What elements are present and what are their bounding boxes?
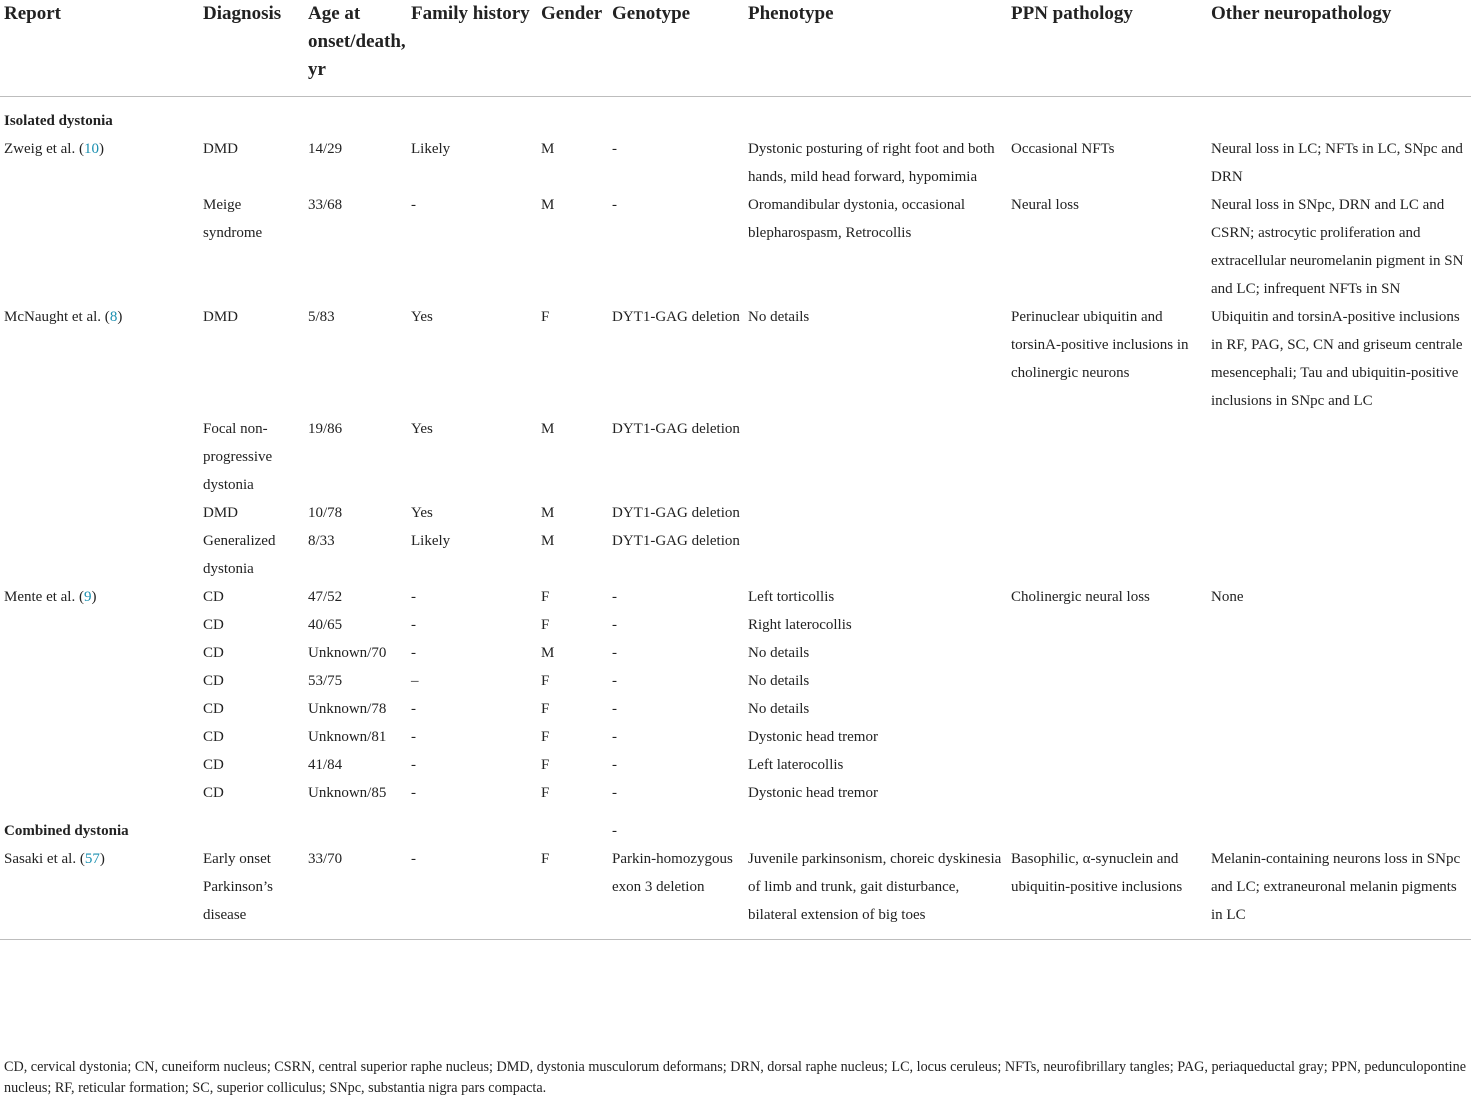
- cell-gender: M: [541, 141, 555, 157]
- cell-ppn: [1007, 723, 1207, 751]
- cell-genotype: -: [612, 757, 617, 773]
- cell-age: 33/68: [308, 197, 343, 213]
- cell-family: -: [411, 589, 416, 605]
- cell-phenotype: Left torticollis: [748, 589, 835, 605]
- cell-age: Unknown/78: [308, 701, 387, 717]
- header-diagnosis: Diagnosis: [199, 0, 304, 97]
- section-cell: [744, 97, 1007, 136]
- cell-diagnosis: CD: [203, 617, 224, 633]
- cell-diagnosis: Focal non-progressive dystonia: [203, 421, 273, 493]
- section-cell: [537, 807, 608, 845]
- cell-report: [0, 751, 199, 779]
- cell-gender: M: [541, 645, 555, 661]
- cell-report: [0, 583, 199, 611]
- section-title: Isolated dystonia: [4, 113, 113, 129]
- cell-ppn: [1007, 499, 1207, 527]
- header-phenotype: Phenotype: [744, 0, 1007, 97]
- cell-ppn: [1007, 611, 1207, 639]
- cell-ppn: [1007, 667, 1207, 695]
- section-cell: [199, 97, 304, 136]
- cell-gender: F: [541, 729, 550, 745]
- table-row: [0, 845, 1471, 940]
- reference-link[interactable]: 8: [109, 309, 118, 325]
- cell-family: -: [411, 729, 416, 745]
- cell-genotype: -: [612, 729, 617, 745]
- cell-gender: F: [541, 701, 550, 717]
- header-other-neuropathology: Other neuropathology: [1207, 0, 1471, 97]
- cell-other: [1207, 779, 1471, 807]
- report-close: ): [99, 851, 105, 867]
- table-row: [0, 723, 1471, 751]
- cell-genotype: DYT1-GAG deletion: [612, 421, 740, 437]
- table-row: [0, 639, 1471, 667]
- cell-phenotype: Dystonic head tremor: [748, 729, 878, 745]
- cell-report: [0, 667, 199, 695]
- section-cell: [407, 97, 537, 136]
- cell-age: 8/33: [308, 533, 335, 549]
- cell-diagnosis: CD: [203, 785, 224, 801]
- cell-age: 33/70: [304, 845, 407, 940]
- cell-report: [0, 611, 199, 639]
- reference-link[interactable]: 57: [84, 851, 100, 867]
- header-ppn-pathology: PPN pathology: [1007, 0, 1207, 97]
- cell-phenotype: [744, 527, 1007, 583]
- cell-diagnosis: CD: [203, 673, 224, 689]
- cell-report: [0, 779, 199, 807]
- table-footnote: CD, cervical dystonia; CN, cuneiform nucleus; CSRN, central superior raphe nucleus; DMD, dystonia musculorum deformans; DRN, dorsal raphe nucleus; LC, locus ceruleus; NFTs, neurofibrillary tangles; PAG, periaqueductal gray; PPN, pedunculopontine nucleus; RF, reticular formation; SC, superior colliculus; SNpc, substantia nigra pars compacta.: [4, 1059, 1466, 1096]
- cell-ppn: Cholinergic neural loss: [1011, 589, 1150, 605]
- section-cell: [608, 97, 744, 136]
- cell-genotype: DYT1-GAG deletion: [612, 505, 740, 521]
- cell-genotype: -: [612, 701, 617, 717]
- cell-phenotype: No details: [748, 701, 810, 717]
- table-row: [0, 499, 1471, 527]
- cell-other: None: [1211, 589, 1244, 605]
- cell-gender: F: [541, 617, 550, 633]
- cell-family: -: [411, 645, 416, 661]
- report-author: Sasaki et al. (: [4, 851, 85, 867]
- report-author: Zweig et al. (: [4, 141, 84, 157]
- cell-age: Unknown/70: [308, 645, 387, 661]
- cell-age: 40/65: [308, 617, 343, 633]
- section-cell: [744, 807, 1007, 845]
- cell-age: 47/52: [308, 589, 343, 605]
- section-cell: [304, 807, 407, 845]
- cell-ppn: [1007, 639, 1207, 667]
- cell-family: -: [411, 617, 416, 633]
- cell-diagnosis: CD: [203, 757, 224, 773]
- cell-gender: F: [541, 673, 550, 689]
- cell-report: [0, 303, 199, 415]
- reference-link[interactable]: 10: [83, 141, 99, 157]
- cell-ppn: [1007, 415, 1207, 499]
- cell-report: [0, 191, 199, 303]
- cell-phenotype: Juvenile parkinsonism, choreic dyskinesia of limb and trunk, gait disturbance, bilateral extension of big toes: [744, 845, 1007, 940]
- section-cell: [537, 97, 608, 136]
- header-age: Age at onset/death, yr: [304, 0, 407, 97]
- cell-family: Yes: [411, 505, 433, 521]
- report-close: ): [117, 309, 123, 325]
- cell-phenotype: No details: [748, 673, 810, 689]
- table-header: [0, 0, 1471, 97]
- table-row: [0, 583, 1471, 611]
- cell-other: [1207, 695, 1471, 723]
- table-row: [0, 695, 1471, 723]
- table-row: [0, 751, 1471, 779]
- cell-family: -: [411, 701, 416, 717]
- cell-age: 14/29: [308, 141, 343, 157]
- cell-diagnosis: Generalized dystonia: [203, 533, 276, 577]
- cell-other: [1207, 751, 1471, 779]
- cell-gender: M: [541, 197, 555, 213]
- table-row: [0, 303, 1471, 415]
- cell-gender: M: [541, 421, 555, 437]
- cell-other: [1207, 667, 1471, 695]
- cell-ppn: Basophilic, α-synuclein and ubiquitin-positive inclusions: [1007, 845, 1207, 940]
- cell-ppn: [1007, 779, 1207, 807]
- cell-genotype: -: [612, 673, 617, 689]
- cell-diagnosis: CD: [203, 729, 224, 745]
- cell-family: Likely: [411, 141, 451, 157]
- cell-family: -: [411, 757, 416, 773]
- cell-family: Likely: [411, 533, 451, 549]
- cell-family: Yes: [411, 309, 433, 325]
- cell-age: Unknown/85: [308, 785, 387, 801]
- section-cell: [199, 807, 304, 845]
- cell-other: [1207, 611, 1471, 639]
- cell-other: Neural loss in LC; NFTs in LC, SNpc and DRN: [1211, 141, 1463, 185]
- cell-family: -: [411, 785, 416, 801]
- cell-diagnosis: Early onset Parkinson’s disease: [199, 845, 304, 940]
- cell-report: [0, 639, 199, 667]
- cell-diagnosis: CD: [203, 645, 224, 661]
- cell-other: [1207, 639, 1471, 667]
- section-title: Combined dystonia: [4, 823, 129, 839]
- cell-other: [1207, 527, 1471, 583]
- table-row: [0, 779, 1471, 807]
- table-body: [0, 97, 1471, 940]
- cell-phenotype: Oromandibular dystonia, occasional blepharospasm, Retrocollis: [748, 197, 966, 241]
- cell-ppn: Neural loss: [1011, 197, 1079, 213]
- cell-report: [0, 695, 199, 723]
- cell-family: Yes: [411, 421, 433, 437]
- cell-diagnosis: DMD: [203, 309, 239, 325]
- cell-report: [0, 845, 199, 940]
- cell-gender: F: [541, 785, 550, 801]
- cell-report: [0, 135, 199, 191]
- cell-genotype: -: [612, 141, 617, 157]
- report-author: McNaught et al. (: [4, 309, 110, 325]
- cell-other: [1207, 723, 1471, 751]
- cell-age: 10/78: [308, 505, 343, 521]
- cell-genotype: -: [612, 197, 617, 213]
- cell-phenotype: Dystonic posturing of right foot and both hands, mild head forward, hypomimia: [748, 141, 995, 185]
- cell-gender: M: [541, 533, 555, 549]
- cell-diagnosis: Meige syndrome: [203, 197, 263, 241]
- cell-genotype: -: [612, 645, 617, 661]
- cell-other: Ubiquitin and torsinA-positive inclusions in RF, PAG, SC, CN and griseum centrale mesencephali; Tau and ubiquitin-positive inclusions in SNpc and LC: [1211, 309, 1463, 409]
- cell-report: [0, 499, 199, 527]
- section-cell: [1007, 807, 1207, 845]
- cell-ppn: Occasional NFTs: [1011, 141, 1115, 157]
- report-close: ): [98, 141, 104, 157]
- cell-gender: F: [541, 757, 550, 773]
- cell-genotype: DYT1-GAG deletion: [612, 533, 740, 549]
- section-cell: [1207, 97, 1471, 136]
- cell-age: 5/83: [308, 309, 335, 325]
- cell-phenotype: [744, 415, 1007, 499]
- cell-other: Neural loss in SNpc, DRN and LC and CSRN; astrocytic proliferation and extracellular neuromelanin pigment in SN and LC; infrequent NFTs in SN: [1211, 197, 1464, 297]
- section-row: [0, 807, 1471, 845]
- reference-link[interactable]: 9: [83, 589, 92, 605]
- cell-age: 53/75: [308, 673, 343, 689]
- cell-report: [0, 415, 199, 499]
- table-row: [0, 611, 1471, 639]
- cell-diagnosis: DMD: [203, 505, 239, 521]
- cell-other: [1207, 415, 1471, 499]
- section-genotype: -: [612, 823, 617, 839]
- table-row: [0, 527, 1471, 583]
- cell-age: Unknown/81: [308, 729, 387, 745]
- cell-family: -: [411, 197, 416, 213]
- cell-ppn: [1007, 751, 1207, 779]
- cell-gender: F: [537, 845, 608, 940]
- table-row: [0, 415, 1471, 499]
- cell-age: 41/84: [308, 757, 343, 773]
- cell-ppn: [1007, 527, 1207, 583]
- header-gender: Gender: [537, 0, 608, 97]
- cell-genotype: -: [612, 589, 617, 605]
- cell-ppn: Perinuclear ubiquitin and torsinA-positive inclusions in cholinergic neurons: [1011, 309, 1189, 381]
- header-row: [0, 0, 1471, 97]
- cell-other: [1207, 499, 1471, 527]
- section-row: [0, 97, 1471, 136]
- section-cell: [1007, 97, 1207, 136]
- cell-diagnosis: DMD: [203, 141, 239, 157]
- cell-genotype: Parkin-homozygous exon 3 deletion: [608, 845, 744, 940]
- cell-family: -: [407, 845, 537, 940]
- cell-gender: F: [541, 309, 550, 325]
- cell-ppn: [1007, 695, 1207, 723]
- header-report: Report: [0, 0, 199, 97]
- report-close: ): [91, 589, 97, 605]
- report-author: Mente et al. (: [4, 589, 84, 605]
- cell-phenotype: No details: [748, 309, 810, 325]
- cell-report: [0, 723, 199, 751]
- header-genotype: Genotype: [608, 0, 744, 97]
- cell-phenotype: Dystonic head tremor: [748, 785, 878, 801]
- cell-genotype: -: [612, 617, 617, 633]
- cell-family: –: [411, 673, 419, 689]
- cell-genotype: -: [612, 785, 617, 801]
- cell-diagnosis: CD: [203, 589, 224, 605]
- table-row: [0, 135, 1471, 191]
- cell-gender: F: [541, 589, 550, 605]
- cell-report: [0, 527, 199, 583]
- cell-phenotype: No details: [748, 645, 810, 661]
- cell-phenotype: Right laterocollis: [748, 617, 852, 633]
- table-row: [0, 667, 1471, 695]
- section-cell: [407, 807, 537, 845]
- cell-diagnosis: CD: [203, 701, 224, 717]
- section-cell: [304, 97, 407, 136]
- cell-gender: M: [541, 505, 555, 521]
- cell-genotype: DYT1-GAG deletion: [612, 309, 740, 325]
- header-family-history: Family history: [407, 0, 537, 97]
- cell-age: 19/86: [308, 421, 343, 437]
- cell-phenotype: [744, 499, 1007, 527]
- table-row: [0, 191, 1471, 303]
- section-cell: [1207, 807, 1471, 845]
- cell-phenotype: Left laterocollis: [748, 757, 844, 773]
- cell-other: Melanin-containing neurons loss in SNpc and LC; extraneuronal melanin pigments in LC: [1207, 845, 1471, 940]
